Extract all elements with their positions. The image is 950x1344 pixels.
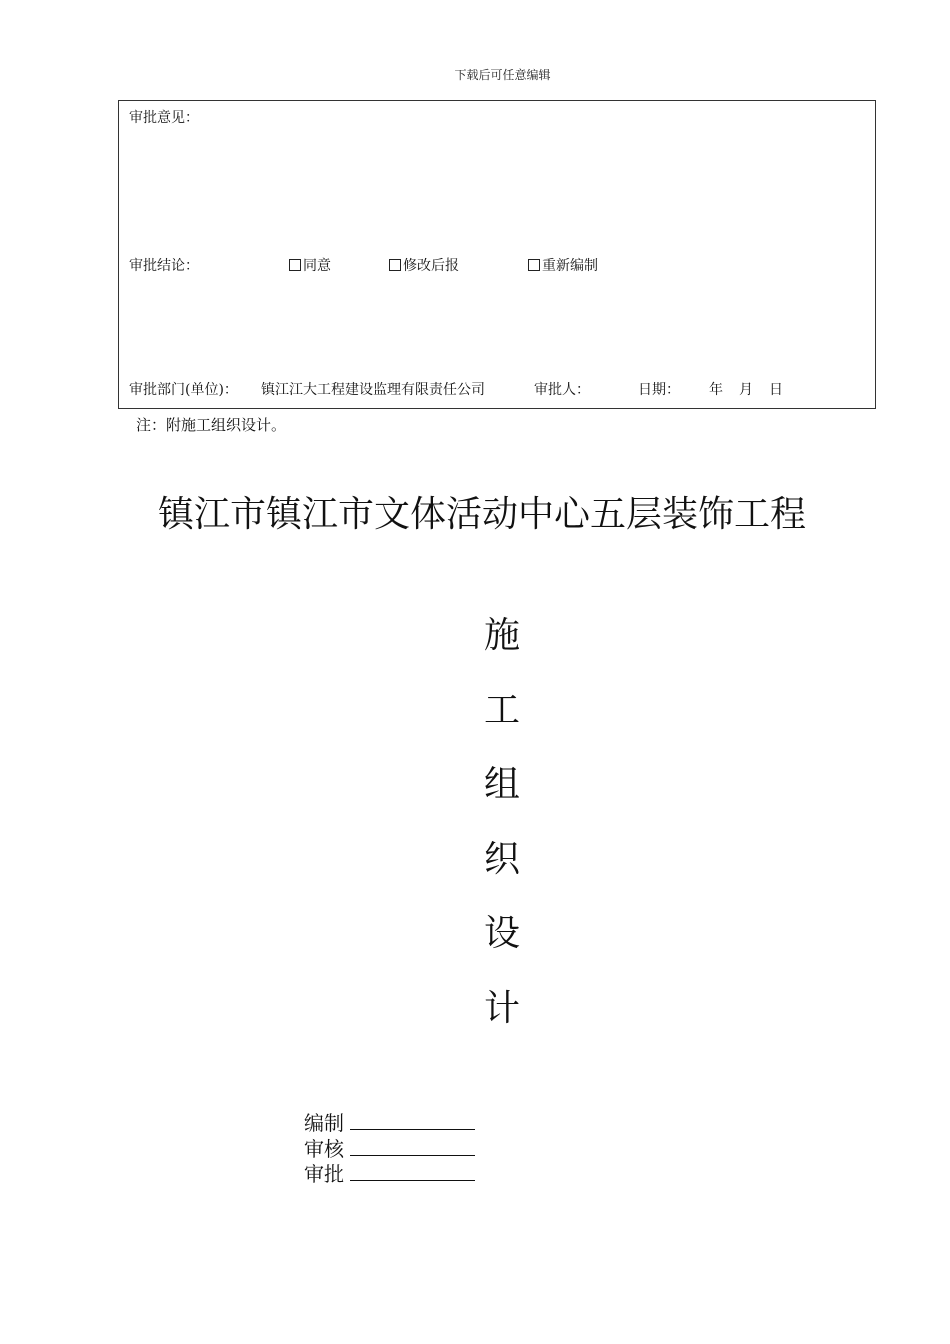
date-day: 日 <box>769 382 783 398</box>
signature-review-line <box>350 1139 475 1156</box>
option-revise-label: 修改后报 <box>403 258 459 274</box>
signature-approve <box>304 1158 475 1187</box>
title-char: 设 <box>483 913 520 954</box>
attachment-note: 注：附施工组织设计。 <box>136 416 287 434</box>
header-note: 下载后可任意编辑 <box>454 68 551 82</box>
date-label: 日期： <box>638 382 680 398</box>
option-agree[interactable] <box>289 255 331 275</box>
title-char: 计 <box>483 987 520 1029</box>
signature-review-label: 审核 <box>304 1137 344 1161</box>
title-char: 工 <box>483 689 520 731</box>
date-month: 月 <box>739 382 753 398</box>
approver-label: 审批人： <box>534 382 590 398</box>
signature-compile-label: 编制 <box>304 1111 344 1135</box>
approval-conclusion-label: 审批结论： <box>129 258 199 274</box>
signature-compile-line <box>350 1113 475 1130</box>
approval-opinion-label: 审批意见： <box>129 110 199 126</box>
title-char: 施 <box>483 615 520 656</box>
title-char: 织 <box>483 838 520 880</box>
option-revise[interactable] <box>389 255 459 275</box>
department-label: 审批部门(单位)： <box>129 382 238 398</box>
option-agree-label: 同意 <box>303 258 331 274</box>
checkbox-recompile[interactable] <box>528 259 540 271</box>
department-value: 镇江江大工程建设监理有限责任公司 <box>261 382 485 398</box>
checkbox-revise[interactable] <box>389 259 401 271</box>
project-title: 镇江市镇江市文体活动中心五层装饰工程 <box>158 494 807 535</box>
date-year: 年 <box>709 382 723 398</box>
signature-compile <box>304 1107 475 1136</box>
option-recompile[interactable] <box>528 255 598 275</box>
approval-box <box>118 100 876 409</box>
option-recompile-label: 重新编制 <box>542 258 598 274</box>
signature-approve-line <box>350 1164 475 1181</box>
document-title <box>482 610 522 1057</box>
checkbox-agree[interactable] <box>289 259 301 271</box>
signature-approve-label: 审批 <box>304 1162 344 1186</box>
title-char: 组 <box>483 764 520 805</box>
